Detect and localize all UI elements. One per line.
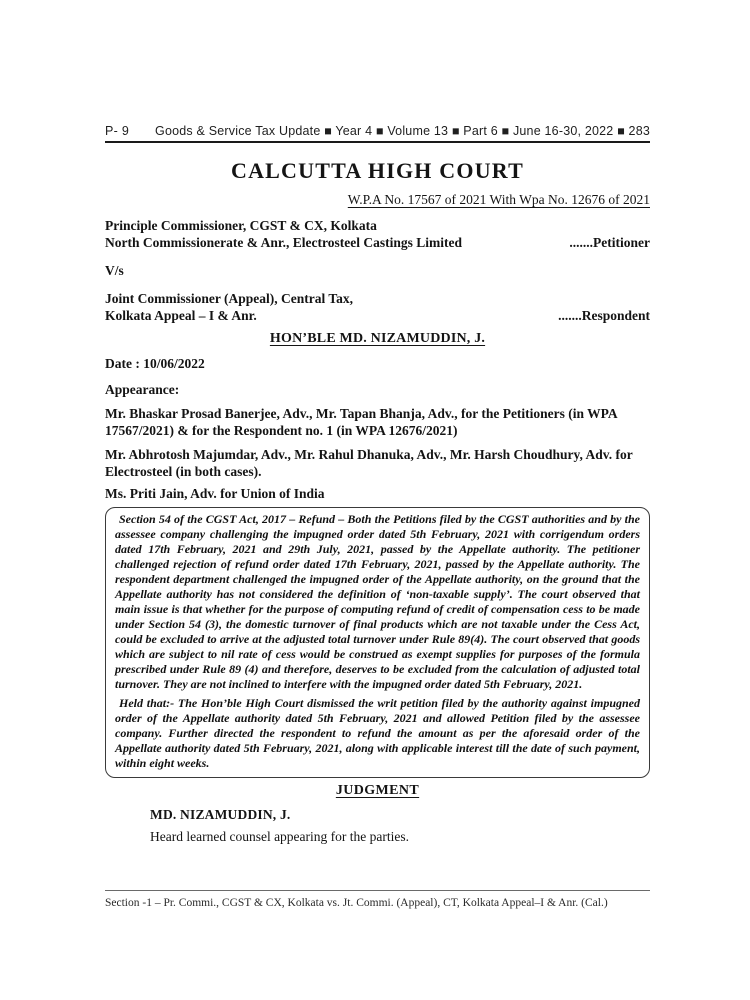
judgment-opening-line: Heard learned counsel appearing for the parties. <box>150 829 410 844</box>
footer-citation: Section -1 – Pr. Commi., CGST & CX, Kolkata vs. Jt. Commi. (Appeal), CT, Kolkata Appeal–I & Anr. (Cal.) <box>105 890 650 909</box>
journal-title-line: Goods & Service Tax Update ■ Year 4 ■ Volume 13 ■ Part 6 ■ June 16-30, 2022 ■ 283 <box>155 124 650 138</box>
headnote-summary-paragraph: Section 54 of the CGST Act, 2017 – Refund – Both the Petitions filed by the CGST authorities and by the assessee company challenging the impugned order dated 5th February, 2021 with corrigendum orders dated 17th February, 2021 and 29th July, 2021, passed by the Appellate authority. The petitioner challenged rejection of refund order dated 17th February, 2021, passed by the Appellate authority. The respondent department challenged the impugned order of the Appellate authority, on the ground that the Appellate authority has not considered the definition of ‘non-taxable supply’. The court observed that main issue is that whether for the purpose of computing refund of credit of compensation cess to be made under Section 54 (3), the domestic turnover of final products which are not taxable under the Cess Act, could be excluded to arrive at the adjusted total turnover under Rule 89(4). The court observed that goods which are subject to nil rate of cess would be construed as exempt supplies for purposes of the formula prescribed under Rule 89 (4) and therefore, deserves to be excluded from the calculation of adjusted total turnover. They are not inclined to interfere with the impugned order dated 5th February, 2021. <box>115 512 640 691</box>
appearance-entry-electrosteel-counsel: Mr. Abhrotosh Majumdar, Adv., Mr. Rahul Dhanuka, Adv., Mr. Harsh Choudhury, Adv. for Electrosteel (in both cases). <box>105 447 633 479</box>
respondent-line-2: Kolkata Appeal – I & Anr. <box>105 308 257 323</box>
judgment-judge-name: MD. NIZAMUDDIN, J. <box>150 807 291 822</box>
appearance-entry-petitioners-counsel: Mr. Bhaskar Prosad Banerjee, Adv., Mr. Tapan Bhanja, Adv., for the Petitioners (in WPA 17567/2021) & for the Respondent no. 1 (in WPA 12676/2021) <box>105 406 617 438</box>
headnote-box <box>105 507 650 778</box>
running-header <box>105 124 650 143</box>
versus-label: V/s <box>105 263 124 278</box>
respondent-label: .......Respondent <box>558 308 650 323</box>
respondent-names <box>105 290 353 324</box>
petitioner-line-1: Principle Commissioner, CGST & CX, Kolkata <box>105 218 377 233</box>
judge-heading: HON’BLE MD. NIZAMUDDIN, J. <box>269 331 486 346</box>
case-number: W.P.A No. 17567 of 2021 With Wpa No. 12676 of 2021 <box>347 192 650 207</box>
appearance-entry-union-counsel: Ms. Priti Jain, Adv. for Union of India <box>105 486 325 501</box>
headnote-held-paragraph: Held that:- The Hon’ble High Court dismissed the writ petition filed by the authority against impugned order of the Appellate authority dated 5th February, 2021 and allowed Petition filed by the assessee company. Further directed the respondent to refund the amount as per the aforesaid order of the Appellate authority dated 5th February, 2021, along with applicable interest till the date of such payment, within eight weeks. <box>115 696 640 770</box>
judgment-block <box>105 807 650 845</box>
page-content <box>105 0 650 845</box>
petitioner-block <box>105 217 650 251</box>
court-title: CALCUTTA HIGH COURT <box>231 158 524 183</box>
respondent-block <box>105 290 650 324</box>
petitioner-line-2: North Commissionerate & Anr., Electrosteel Castings Limited <box>105 235 462 250</box>
page-number: P- 9 <box>105 124 130 138</box>
judgment-heading: JUDGMENT <box>335 783 420 798</box>
respondent-line-1: Joint Commissioner (Appeal), Central Tax, <box>105 291 354 306</box>
petitioner-label: .......Petitioner <box>569 235 650 250</box>
appearance-heading: Appearance: <box>105 382 180 397</box>
petitioner-names <box>105 217 462 251</box>
hearing-date: Date : 10/06/2022 <box>105 356 205 371</box>
